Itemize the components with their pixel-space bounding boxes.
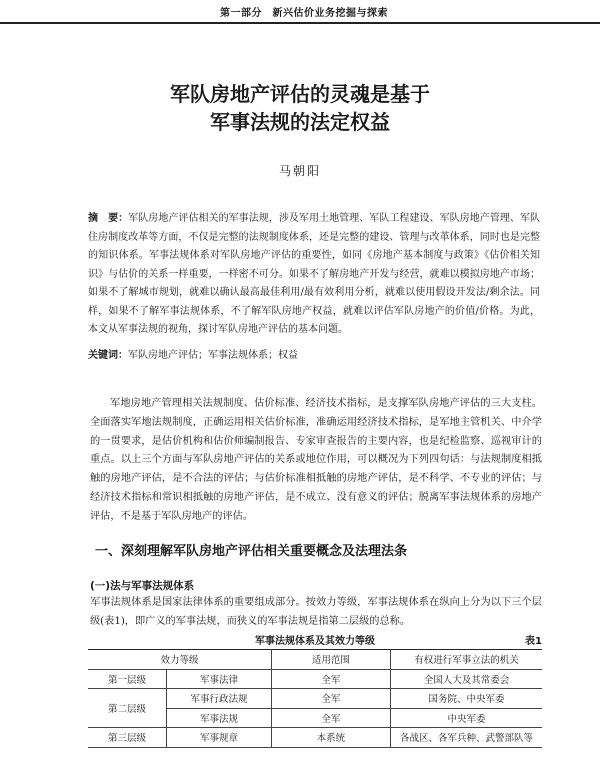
- article-title-line-1: 军队房地产评估的灵魂是基于: [170, 82, 430, 106]
- author-name: 马朝阳: [278, 164, 321, 178]
- article-title: [0, 80, 600, 136]
- table-cell: 全国人大及其常委会: [390, 669, 542, 689]
- table-cell: 本系统: [271, 728, 390, 748]
- table-cell: 军事行政法规: [167, 689, 272, 709]
- keywords-label: 关键词：: [88, 350, 128, 361]
- subsection-heading: (一)法与军事法规体系: [90, 580, 195, 592]
- abstract: [88, 210, 540, 340]
- table-header-cell: 有权进行军事立法的机关: [390, 650, 542, 670]
- table-header-cell: 效力等级: [88, 650, 271, 670]
- table-cell: 第三层级: [88, 728, 167, 748]
- table-number: 表1: [525, 636, 542, 647]
- table-cell: 各战区、各军兵种、武警部队等: [390, 728, 542, 748]
- subsection-paragraph-text: 军事法规体系是国家法律体系的重要组成部分。按效力等级，军事法规体系在纵向上分为以下三个层级(表1)，即广义的军事法规，而狭义的军事法规是指第二层级的总称。: [90, 597, 542, 627]
- table-cell: 全军: [271, 669, 390, 689]
- table-cell: 军事规章: [167, 728, 272, 748]
- subsection-paragraph: [90, 594, 542, 632]
- keywords-text: 军队房地产评估；军事法规体系；权益: [128, 350, 298, 361]
- article-title-line-2: 军事法规的法定权益: [210, 110, 390, 134]
- legal-hierarchy-table: [88, 649, 542, 748]
- table-row: [88, 728, 542, 748]
- section-heading: 一、深刻理解军队房地产评估相关重要概念及法理法条: [95, 544, 408, 559]
- running-title: 第一部分 新兴估价业务挖掘与探索: [220, 8, 388, 19]
- table-cell: 国务院、中央军委: [390, 689, 542, 709]
- running-header: [0, 0, 600, 24]
- table-cell: 军事法规: [167, 708, 272, 728]
- intro-paragraph: [90, 395, 542, 527]
- table-title: 军事法规体系及其效力等级: [255, 636, 375, 647]
- table-row: [88, 669, 542, 689]
- table-header-cell: 适用范围: [271, 650, 390, 670]
- table-cell: 第一层级: [88, 669, 167, 689]
- keywords: [88, 348, 540, 364]
- table-cell: 中央军委: [390, 708, 542, 728]
- intro-paragraph-text: 军地房地产管理相关法规制度、估价标准、经济技术指标，是支撑军队房地产评估的三大支柱。全面落实军地法规制度，正确运用相关估价标准，准确运用经济技术指标，是军地主管机关、中介学的一贯要求，是估价机构和估价师编制报告、专家审查报告的主要内容，也是纪检监察、巡视审计的重点。以上三个方面与军队房地产评估的关系或地位作用，可以概况为下列四句话：与法规制度相抵触的房地产评估，是不合法的评估；与估价标准相抵触的房地产评估，是不科学、不专业的评估；与经济技术指标和常识相抵触的房地产评估，是不成立、没有意义的评估；脱离军事法规体系的房地产评估，不是基于军队房地产的评估。: [90, 398, 542, 522]
- table-cell: 全军: [271, 689, 390, 709]
- table-cell: 第二层级: [88, 689, 167, 728]
- table-cell: 军事法律: [167, 669, 272, 689]
- table-header-row: [88, 650, 542, 670]
- table-cell: 全军: [271, 708, 390, 728]
- abstract-label: 摘 要：: [88, 213, 129, 224]
- table-caption: [88, 632, 542, 646]
- abstract-text: 军队房地产评估相关的军事法规，涉及军用土地管理、军队工程建设、军队房地产管理、军队住房制度改革等方面，不仅是完整的法规制度体系，还是完整的建设、管理与改革体系，同时也是完整的知识体系。军事法规体系对军队房地产评估的重要性，如同《房地产基本制度与政策》《估价相关知识》与估价的关系一样重要，一样密不可分。如果不了解房地产开发与经营，就难以模拟房地产市场；如果不了解城市规划，就难以确认最高最佳利用/最有效利用分析，就难以使用假设开发法/剩余法。同样，如果不了解军事法规体系，不了解军队房地产权益，就难以评估军队房地产的价值/价格。为此，本文从军事法规的视角，探讨军队房地产评估的基本问题。: [88, 213, 541, 335]
- table-row: [88, 689, 542, 709]
